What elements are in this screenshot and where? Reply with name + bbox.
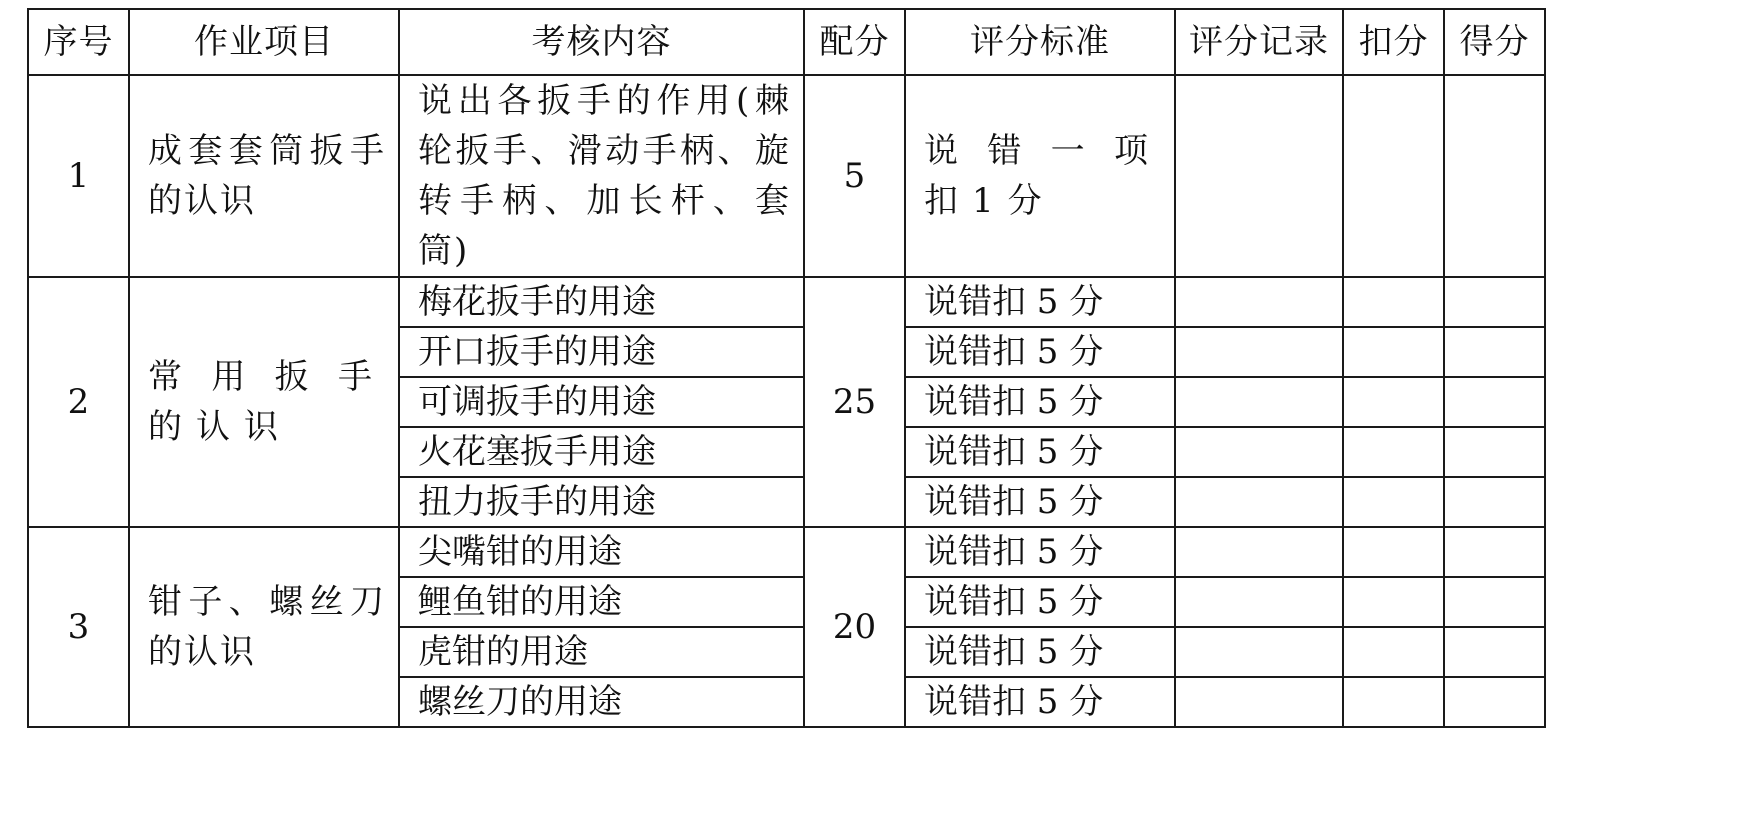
assessment-content: 尖嘴钳的用途 — [399, 527, 804, 577]
scoring-standard: 说错扣 5 分 — [905, 527, 1175, 577]
row-number: 1 — [28, 75, 129, 277]
score-record-cell[interactable] — [1175, 477, 1343, 527]
work-item: 钳子、螺丝刀的认识 — [129, 527, 399, 727]
final-score-cell[interactable] — [1444, 627, 1545, 677]
score-record-cell[interactable] — [1175, 327, 1343, 377]
scoring-standard: 说错扣 5 分 — [905, 327, 1175, 377]
score-allocation: 5 — [804, 75, 905, 277]
score-record-cell[interactable] — [1175, 75, 1343, 277]
header-cell-record: 评分记录 — [1175, 9, 1343, 75]
header-cell-score: 配分 — [804, 9, 905, 75]
final-score-cell[interactable] — [1444, 277, 1545, 327]
score-record-cell[interactable] — [1175, 677, 1343, 727]
final-score-cell[interactable] — [1444, 75, 1545, 277]
header-cell-item: 作业项目 — [129, 9, 399, 75]
scoring-standard: 说错扣 5 分 — [905, 427, 1175, 477]
deduction-cell[interactable] — [1343, 677, 1444, 727]
score-record-cell[interactable] — [1175, 577, 1343, 627]
scoring-standard: 说错扣 5 分 — [905, 277, 1175, 327]
header-cell-result: 得分 — [1444, 9, 1545, 75]
assessment-content: 可调扳手的用途 — [399, 377, 804, 427]
score-record-cell[interactable] — [1175, 377, 1343, 427]
header-cell-standard: 评分标准 — [905, 9, 1175, 75]
score-record-cell[interactable] — [1175, 427, 1343, 477]
score-record-cell[interactable] — [1175, 627, 1343, 677]
deduction-cell[interactable] — [1343, 377, 1444, 427]
scoring-standard: 说错一项扣1分 — [905, 75, 1175, 277]
row-number: 2 — [28, 277, 129, 527]
scoring-standard: 说错扣 5 分 — [905, 377, 1175, 427]
assessment-content: 梅花扳手的用途 — [399, 277, 804, 327]
assessment-content: 说出各扳手的作用(棘轮扳手、滑动手柄、旋转手柄、加长杆、套筒) — [399, 75, 804, 277]
score-record-cell[interactable] — [1175, 527, 1343, 577]
assessment-content: 扭力扳手的用途 — [399, 477, 804, 527]
final-score-cell[interactable] — [1444, 527, 1545, 577]
work-item: 常用扳手的认识 — [129, 277, 399, 527]
deduction-cell[interactable] — [1343, 477, 1444, 527]
table-row — [28, 277, 1545, 327]
final-score-cell[interactable] — [1444, 427, 1545, 477]
final-score-cell[interactable] — [1444, 477, 1545, 527]
row-number: 3 — [28, 527, 129, 727]
final-score-cell[interactable] — [1444, 327, 1545, 377]
header-cell-deduction: 扣分 — [1343, 9, 1444, 75]
final-score-cell[interactable] — [1444, 577, 1545, 627]
table-row — [28, 75, 1545, 277]
final-score-cell[interactable] — [1444, 377, 1545, 427]
assessment-content: 虎钳的用途 — [399, 627, 804, 677]
deduction-cell[interactable] — [1343, 277, 1444, 327]
assessment-content: 火花塞扳手用途 — [399, 427, 804, 477]
header-cell-content: 考核内容 — [399, 9, 804, 75]
deduction-cell[interactable] — [1343, 327, 1444, 377]
work-item: 成套套筒扳手的认识 — [129, 75, 399, 277]
deduction-cell[interactable] — [1343, 527, 1444, 577]
scoring-standard: 说错扣 5 分 — [905, 627, 1175, 677]
scoring-standard: 说错扣 5 分 — [905, 577, 1175, 627]
assessment-sheet — [27, 8, 1546, 728]
header-row — [28, 9, 1545, 75]
deduction-cell[interactable] — [1343, 627, 1444, 677]
score-allocation: 20 — [804, 527, 905, 727]
scoring-standard: 说错扣 5 分 — [905, 477, 1175, 527]
assessment-content: 螺丝刀的用途 — [399, 677, 804, 727]
deduction-cell[interactable] — [1343, 427, 1444, 477]
score-allocation: 25 — [804, 277, 905, 527]
assessment-content: 开口扳手的用途 — [399, 327, 804, 377]
final-score-cell[interactable] — [1444, 677, 1545, 727]
table-row — [28, 527, 1545, 577]
score-record-cell[interactable] — [1175, 277, 1343, 327]
header-cell-no: 序号 — [28, 9, 129, 75]
assessment-content: 鲤鱼钳的用途 — [399, 577, 804, 627]
deduction-cell[interactable] — [1343, 577, 1444, 627]
scoring-standard: 说错扣 5 分 — [905, 677, 1175, 727]
deduction-cell[interactable] — [1343, 75, 1444, 277]
scoring-table — [27, 8, 1546, 728]
